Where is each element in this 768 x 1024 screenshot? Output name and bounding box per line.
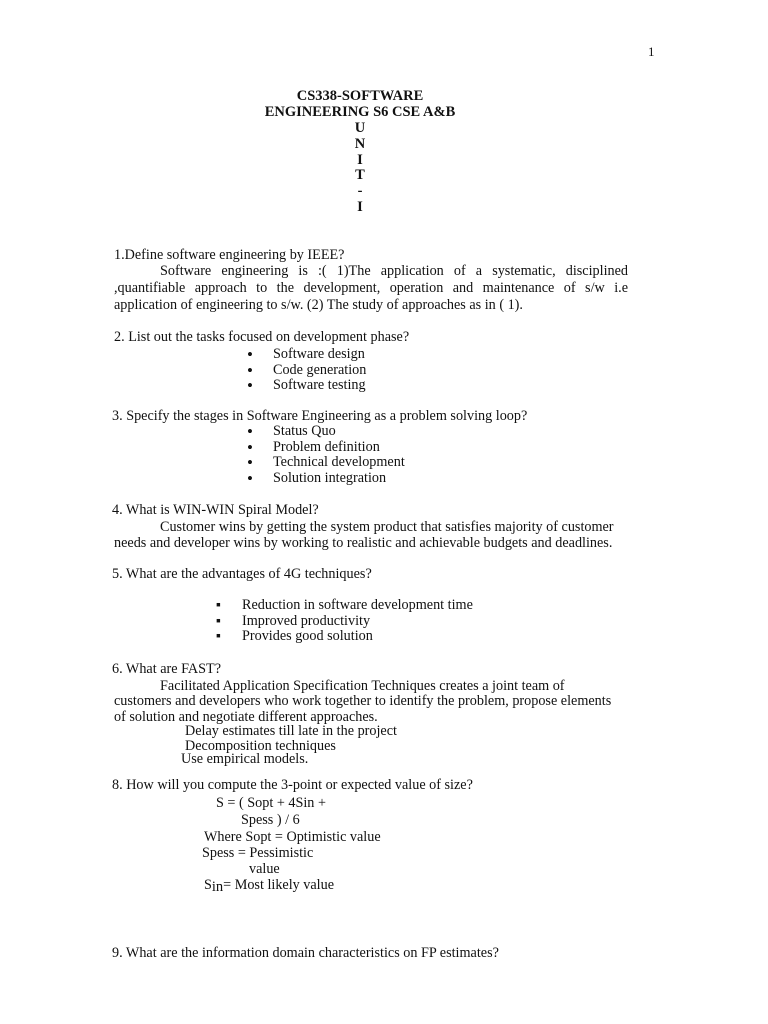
list-item: ▪ Provides good solution xyxy=(216,629,473,645)
q5-list xyxy=(216,598,473,645)
q6-extra-line-2: Decomposition techniques xyxy=(185,738,336,754)
sin-symbol: S xyxy=(204,877,212,893)
list-item: • Software testing xyxy=(247,378,366,394)
q6-answer-line-1: Facilitated Application Specification Techniques creates a joint team of xyxy=(160,678,565,694)
q2-list xyxy=(247,347,366,394)
list-item: • Code generation xyxy=(247,363,366,379)
q5-question: 5. What are the advantages of 4G techniques? xyxy=(112,566,372,582)
q8-spess-line-2: value xyxy=(249,861,280,877)
q1-answer-line-1: Software engineering is :( 1)The application of a systematic, disciplined xyxy=(160,263,628,279)
unit-letter: U xyxy=(354,120,366,136)
unit-letter: N xyxy=(354,135,366,152)
q8-sin-line xyxy=(204,878,334,893)
q1-answer-line-2: ,quantifiable approach to the development, operation and maintenance of s/w i.e xyxy=(114,280,628,296)
q4-answer-line-1: Customer wins by getting the system product that satisfies majority of customer xyxy=(160,519,614,535)
q1-answer-line-3: application of engineering to s/w. (2) The study of approaches as in ( 1). xyxy=(114,297,523,313)
q2-question: 2. List out the tasks focused on development phase? xyxy=(114,329,410,345)
list-item: ▪ Reduction in software development time xyxy=(216,598,473,614)
list-item: • Status Quo xyxy=(247,424,405,440)
sin-definition: = Most likely value xyxy=(223,877,335,893)
title-line-1: CS338-SOFTWARE xyxy=(296,88,424,104)
q4-answer-line-2: needs and developer wins by working to realistic and achievable budgets and deadlines. xyxy=(114,535,613,551)
q8-question: 8. How will you compute the 3-point or expected value of size? xyxy=(112,777,473,793)
unit-letter: T xyxy=(355,167,365,184)
list-item: • Technical development xyxy=(247,455,405,471)
q8-where-line: Where Sopt = Optimistic value xyxy=(204,829,381,845)
q3-question: 3. Specify the stages in Software Engineering as a problem solving loop? xyxy=(112,408,528,424)
sin-subscript: in xyxy=(211,879,224,895)
unit-letter: I xyxy=(357,198,363,215)
title-line-2: ENGINEERING S6 CSE A&B xyxy=(264,104,456,120)
q6-extra-line-1: Delay estimates till late in the project xyxy=(185,723,397,739)
page-number: 1 xyxy=(648,44,655,59)
document-title xyxy=(260,88,460,120)
list-item: ▪ Improved productivity xyxy=(216,614,473,630)
unit-heading xyxy=(350,121,370,216)
unit-letter: I xyxy=(357,151,363,168)
q3-list xyxy=(247,424,405,486)
q6-answer-line-3: of solution and negotiate different approaches. xyxy=(114,709,378,725)
q6-answer-line-2: customers and developers who work together to identify the problem, propose elements xyxy=(114,693,612,709)
list-item: • Problem definition xyxy=(247,440,405,456)
q9-question: 9. What are the information domain characteristics on FP estimates? xyxy=(112,945,499,961)
q8-formula-line-1: S = ( Sopt + 4Sin + xyxy=(216,795,326,811)
list-item: • Solution integration xyxy=(247,471,405,487)
q8-formula-line-2: Spess ) / 6 xyxy=(241,812,300,828)
q8-spess-line-1: Spess = Pessimistic xyxy=(202,845,314,861)
q1-question: 1.Define software engineering by IEEE? xyxy=(114,247,345,263)
list-item: • Software design xyxy=(247,347,366,363)
q6-extra-line-3: Use empirical models. xyxy=(181,751,309,767)
unit-letter: - xyxy=(357,183,363,200)
q6-question: 6. What are FAST? xyxy=(112,661,222,677)
q4-question: 4. What is WIN-WIN Spiral Model? xyxy=(112,502,319,518)
